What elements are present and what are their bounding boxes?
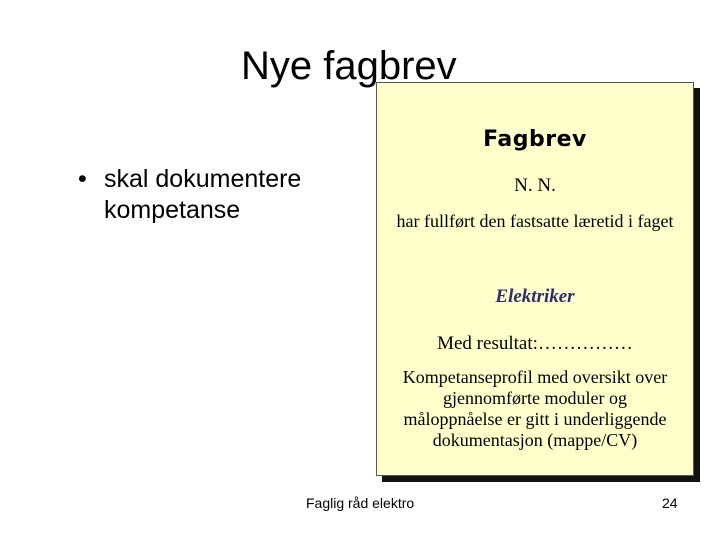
certificate-card (376, 82, 694, 476)
certificate-name: N. N. (514, 175, 556, 196)
certificate-trade: Elektriker (495, 286, 575, 307)
certificate-heading: Fagbrev (483, 127, 587, 152)
bullet-marker: • (78, 165, 87, 193)
footer-text: Faglig råd elektro (306, 495, 415, 511)
page-number: 24 (662, 495, 678, 511)
slide-title: Nye fagbrev (241, 44, 457, 88)
certificate-description: har fullført den fastsatte læretid i faget (396, 211, 674, 231)
certificate-profile: Kompetanseprofil med oversikt over gjennomførte moduler og måloppnåelse er gitt i underliggende dokumentasjon (mappe/CV) (402, 367, 668, 450)
certificate-result: Med resultat:…………… (437, 333, 633, 354)
bullet-item: skal dokumentere kompetanse (104, 165, 302, 224)
bullet-list (78, 164, 368, 226)
